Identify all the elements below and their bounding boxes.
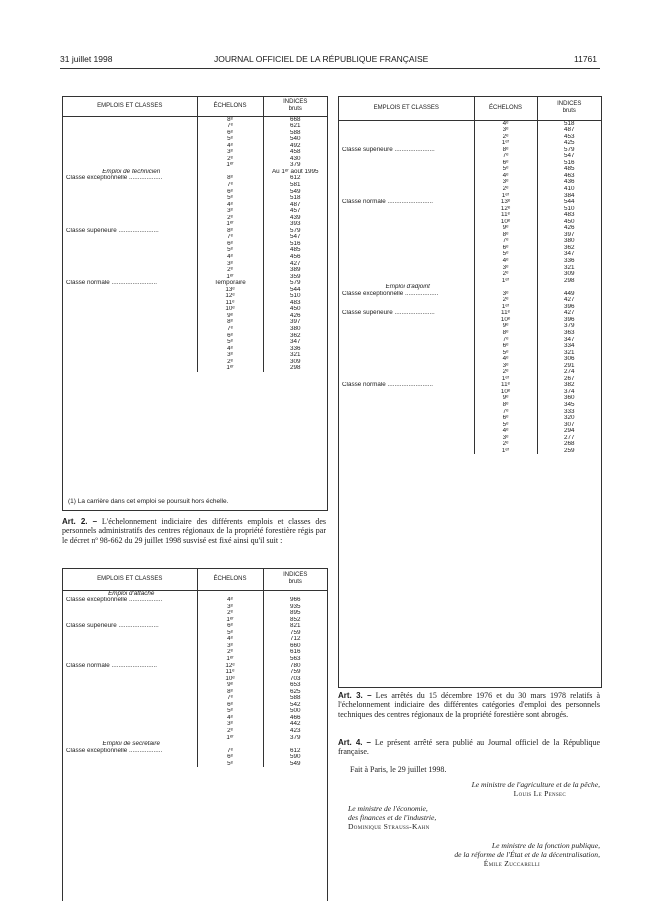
echelon-cell: 9ᵉ [474, 395, 537, 402]
indice-cell: 382 [563, 382, 575, 389]
class-label: Classe normale .......................... [63, 663, 197, 670]
echelon-cell: 7ᵉ [474, 238, 537, 245]
section-title: Emploi d'attaché [63, 591, 197, 598]
indice-cell: 379 [289, 734, 301, 741]
echelon-cell: 7ᵉ [197, 326, 263, 333]
echelon-cell: 6ᵉ [197, 189, 263, 196]
echelon-cell: 9ᵉ [197, 313, 263, 320]
article-2: Art. 2. – L'échelonnement indiciaire des différents emplois et classes des personnels administratifs des centres régionaux de la propriété forestière régis par le décret nº 98-662 du 29 juillet 1998 susvisé est fixé ainsi qu'il suit : [62, 517, 327, 545]
indice-cell: 291 [563, 362, 575, 369]
echelon-cell: 9ᵉ [197, 682, 263, 689]
echelon-cell: 6ᵉ [197, 623, 263, 630]
echelon-cell: 11ᵉ [474, 310, 537, 317]
section-title: Emploi d'adjoint [339, 284, 474, 291]
echelon-cell: 4ᵉ [197, 143, 263, 150]
indice-cell: 439 [289, 214, 301, 221]
indice-cell: 450 [289, 306, 301, 313]
echelon-cell: 7ᵉ [474, 153, 537, 160]
echelon-cell: 7ᵉ [197, 748, 263, 755]
echelon-cell: 3ᵉ [197, 352, 263, 359]
indice-cell: 393 [289, 221, 301, 228]
indice-cell: 379 [563, 323, 575, 330]
echelon-cell: 5ᵉ [474, 422, 537, 429]
class-label: Classe normale .......................... [63, 280, 197, 287]
echelon-cell: 4ᵉ [474, 120, 537, 127]
table-1 [63, 97, 327, 372]
echelon-cell: 10ᵉ [474, 389, 537, 396]
echelon-cell: 10ᵉ [474, 219, 537, 226]
indice-cell: 396 [563, 303, 575, 310]
section-title: Emploi de secrétaire [63, 741, 197, 748]
indice-cell: 579 [289, 280, 301, 287]
echelon-cell: 7ᵉ [197, 234, 263, 241]
echelon-cell: 1ᵉʳ [474, 140, 537, 147]
echelon-cell: 1ᵉʳ [474, 448, 537, 455]
indice-cell: 518 [563, 120, 575, 127]
echelon-cell: Temporaire [197, 280, 263, 287]
header-date: 31 juillet 1998 [60, 54, 113, 64]
echelon-cell: 6ᵉ [474, 343, 537, 350]
class-label: Classe normale .......................... [339, 382, 474, 389]
echelon-cell: 3ᵉ [474, 363, 537, 370]
indice-cell: 549 [289, 760, 301, 767]
class-label: Classe supérieure ....................... [63, 228, 197, 235]
indice-cell: 306 [563, 356, 575, 363]
echelon-cell: 5ᵉ [474, 251, 537, 258]
indice-cell: 458 [289, 149, 301, 156]
indice-cell: 485 [563, 166, 575, 173]
echelon-cell: 4ᵉ [474, 428, 537, 435]
indice-cell: 347 [289, 339, 301, 346]
echelon-cell: 4ᵉ [197, 636, 263, 643]
echelon-cell: 10ᵉ [197, 306, 263, 313]
echelon-cell: 7ᵉ [197, 182, 263, 189]
echelon-cell: 1ᵉʳ [474, 193, 537, 200]
indice-cell: 426 [289, 312, 301, 319]
echelon-cell: 6ᵉ [474, 245, 537, 252]
indice-cell: 852 [289, 616, 301, 623]
indice-cell: 485 [289, 247, 301, 254]
article-3: Art. 3. – Les arrêtés du 15 décembre 1976 et du 30 mars 1978 relatifs à l'échelonnement indiciaire des différentes catégories d'emploi des personnels techniques des centres régionaux de la propriété forestière sont abrogés. [338, 691, 601, 719]
indice-cell: 362 [289, 332, 301, 339]
indice-cell: 759 [289, 669, 301, 676]
indice-cell: 321 [563, 349, 575, 356]
indice-cell: 544 [289, 286, 301, 293]
indice-cell: Au 1ᵉʳ août 1995 [271, 168, 319, 175]
indice-cell: 456 [289, 253, 301, 260]
echelon-cell: 2ᵉ [474, 369, 537, 376]
echelon-cell: 1ᵉʳ [197, 656, 263, 663]
indice-cell: 581 [289, 181, 301, 188]
echelon-cell: 6ᵉ [197, 702, 263, 709]
echelon-cell: 2ᵉ [474, 441, 537, 448]
echelon-cell: 2ᵉ [197, 649, 263, 656]
indice-cell: 363 [563, 330, 575, 336]
col-emplois-header: EMPLOIS ET CLASSES [63, 97, 197, 116]
indice-cell: 362 [563, 244, 575, 251]
indice-cell: 359 [289, 273, 301, 280]
indice-cell: 483 [563, 212, 575, 219]
header-page-number: 11761 [574, 54, 598, 64]
table-row [339, 120, 601, 127]
article-4: Art. 4. – Le présent arrêté sera publié au Journal officiel de la République française. [338, 738, 600, 757]
indice-cell: 547 [563, 153, 575, 160]
indice-cell: 625 [289, 688, 301, 695]
echelon-cell: 2ᵉ [474, 186, 537, 193]
indice-cell: 397 [563, 231, 575, 238]
echelon-cell: 1ᵉʳ [474, 304, 537, 311]
indice-cell: 333 [563, 408, 575, 415]
signature-fonction-publique: Le ministre de la fonction publique, de la réforme de l'État et de la décentralisation, Émile Zuccarelli [454, 841, 600, 868]
echelon-cell: 8ᵉ [197, 319, 263, 326]
indice-cell: 563 [289, 655, 301, 662]
indice-cell: 895 [289, 610, 301, 617]
indice-cell: 426 [563, 225, 575, 232]
echelon-cell: 5ᵉ [197, 195, 263, 202]
echelon-cell: 8ᵉ [474, 402, 537, 409]
indice-cell: 549 [289, 188, 301, 195]
echelon-cell: 7ᵉ [197, 695, 263, 702]
indice-cell: 453 [563, 133, 575, 140]
indice-cell: 579 [289, 227, 301, 234]
echelon-cell: 3ᵉ [474, 291, 537, 298]
class-label [63, 116, 197, 123]
indice-cell: 374 [563, 388, 575, 395]
indice-cell: 427 [289, 260, 301, 267]
echelon-cell: 4ᵉ [197, 254, 263, 261]
indice-cell: 510 [563, 205, 575, 212]
table-1-footnote: (1) La carrière dans cet emploi se poursuit hors échelle. [68, 498, 229, 505]
indice-cell: 821 [289, 623, 301, 630]
indice-cell: 307 [563, 421, 575, 428]
section-title: Emploi de technicien [63, 169, 197, 176]
echelon-cell: 4ᵉ [197, 597, 263, 604]
col-indices-header: INDICES bruts [263, 569, 327, 590]
class-label [339, 448, 474, 455]
indice-cell: 347 [563, 336, 575, 343]
indice-cell: 590 [289, 754, 301, 761]
col-emplois-header: EMPLOIS ET CLASSES [339, 97, 474, 120]
class-label: Classe supérieure ....................... [63, 623, 197, 630]
echelon-cell: 1ᵉʳ [197, 365, 263, 372]
echelon-cell: 2ᵉ [474, 271, 537, 278]
class-label: Classe normale .......................... [339, 199, 474, 206]
indice-cell: 588 [289, 695, 301, 702]
indice-cell: 380 [289, 326, 301, 332]
indice-cell: 463 [563, 172, 575, 179]
indice-cell: 759 [289, 629, 301, 636]
indice-cell: 542 [289, 701, 301, 708]
echelon-cell: 11ᵉ [197, 300, 263, 307]
echelon-cell: 8ᵉ [197, 228, 263, 235]
table-row [339, 448, 601, 455]
echelon-cell: 3ᵉ [474, 435, 537, 442]
signature-agriculture: Le ministre de l'agriculture et de la pêche, Louis Le Pensec [471, 780, 600, 798]
echelon-cell: 8ᵉ [474, 232, 537, 239]
echelon-cell: 5ᵉ [197, 708, 263, 715]
echelon-cell: 8ᵉ [474, 147, 537, 154]
header-rule [60, 68, 600, 69]
col-echelons-header: ÉCHELONS [474, 97, 537, 120]
indice-cell: 334 [563, 343, 575, 350]
indice-cell: 436 [563, 179, 575, 186]
echelon-cell: 4ᵉ [474, 173, 537, 180]
echelon-cell: 3ᵉ [197, 261, 263, 268]
echelon-cell: 4ᵉ [197, 346, 263, 353]
echelon-cell: 2ᵉ [197, 156, 263, 163]
indice-cell: 579 [563, 146, 575, 153]
echelon-cell: 8ᵉ [197, 689, 263, 696]
echelon-cell: 2ᵉ [197, 610, 263, 617]
indice-cell: 274 [563, 369, 575, 376]
indice-cell: 442 [289, 721, 301, 728]
echelon-cell: 12ᵉ [474, 206, 537, 213]
echelon-cell: 6ᵉ [474, 160, 537, 167]
echelon-cell: 2ᵉ [474, 297, 537, 304]
indice-cell: 380 [563, 238, 575, 245]
echelon-cell: 13ᵉ [197, 287, 263, 294]
echelon-cell: 5ᵉ [197, 247, 263, 254]
echelon-cell: 11ᵉ [474, 212, 537, 219]
echelon-cell: 1ᵉʳ [197, 617, 263, 624]
echelon-cell: 3ᵉ [197, 604, 263, 611]
indice-cell: 321 [289, 352, 301, 359]
echelon-cell: 12ᵉ [197, 293, 263, 300]
indice-cell: 360 [563, 395, 575, 402]
indice-cell: 510 [289, 293, 301, 300]
col-emplois-header: EMPLOIS ET CLASSES [63, 569, 197, 590]
indice-cell: 267 [563, 375, 575, 382]
table-row [63, 365, 327, 372]
echelon-cell: 1ᵉʳ [197, 274, 263, 281]
indice-cell: 449 [563, 290, 575, 297]
echelon-cell: 12ᵉ [197, 663, 263, 670]
class-label: Classe supérieure ....................... [339, 310, 474, 317]
indice-cell: 259 [563, 447, 575, 454]
echelon-cell: 6ᵉ [197, 754, 263, 761]
indice-cell: 466 [289, 714, 301, 721]
echelon-cell: 5ᵉ [474, 166, 537, 173]
indice-cell: 966 [289, 597, 301, 604]
echelon-cell: 2ᵉ [197, 215, 263, 222]
col-indices-header: INDICES bruts [263, 97, 327, 116]
indice-cell: 389 [289, 267, 301, 274]
echelon-cell: 8ᵉ [197, 116, 263, 123]
table-3 [339, 97, 601, 454]
indice-cell: 703 [289, 675, 301, 682]
echelon-cell: 5ᵉ [197, 136, 263, 143]
indice-cell: 540 [289, 136, 301, 143]
indice-cell: 660 [289, 642, 301, 649]
echelon-cell: 2ᵉ [197, 359, 263, 366]
indice-cell: 450 [563, 218, 575, 225]
echelon-cell: 2ᵉ [197, 267, 263, 274]
indice-cell: 397 [289, 319, 301, 326]
table-row [63, 761, 327, 768]
header-title: JOURNAL OFFICIEL DE LA RÉPUBLIQUE FRANÇAISE [214, 54, 429, 64]
echelon-cell: 4ᵉ [474, 356, 537, 363]
echelon-cell: 3ᵉ [474, 179, 537, 186]
indice-cell: 500 [289, 708, 301, 715]
echelon-cell: 4ᵉ [197, 202, 263, 209]
echelon-cell: 4ᵉ [197, 715, 263, 722]
class-label [63, 761, 197, 768]
class-label: Classe exceptionnelle ................... [63, 597, 197, 604]
indice-cell: 321 [563, 264, 575, 271]
echelon-cell: 5ᵉ [197, 630, 263, 637]
indice-cell: 612 [289, 175, 301, 182]
echelon-cell: 1ᵉʳ [474, 278, 537, 285]
echelon-cell: 4ᵉ [474, 258, 537, 265]
indice-cell: 384 [563, 192, 575, 199]
echelon-cell: 7ᵉ [474, 337, 537, 344]
indice-cell: 712 [289, 636, 301, 643]
indice-cell: 668 [289, 116, 301, 123]
indice-cell: 379 [289, 162, 301, 169]
indice-cell: 336 [289, 345, 301, 352]
echelon-cell: 13ᵉ [474, 199, 537, 206]
indice-cell: 935 [289, 603, 301, 610]
echelon-cell: 10ᵉ [474, 317, 537, 324]
echelon-cell: 5ᵉ [197, 761, 263, 768]
echelon-cell: 3ᵉ [197, 643, 263, 650]
indice-cell: 612 [289, 747, 301, 754]
indice-cell: 425 [563, 140, 575, 147]
echelon-cell: 6ᵉ [197, 241, 263, 248]
indice-cell: 492 [289, 142, 301, 149]
indice-cell: 588 [289, 129, 301, 136]
echelon-cell: 1ᵉʳ [474, 376, 537, 383]
echelon-cell: 3ᵉ [197, 721, 263, 728]
indice-cell: 410 [563, 185, 575, 192]
echelon-cell: 2ᵉ [197, 728, 263, 735]
indice-cell: 547 [289, 234, 301, 241]
indice-cell: 345 [563, 402, 575, 409]
echelon-cell: 5ᵉ [474, 350, 537, 357]
table-row [63, 116, 327, 123]
indice-cell: 347 [563, 251, 575, 258]
indice-cell: 483 [289, 299, 301, 306]
indice-cell: 396 [563, 316, 575, 323]
indice-cell: 309 [563, 271, 575, 278]
echelon-cell: 3ᵉ [474, 127, 537, 134]
echelon-cell: 6ᵉ [197, 130, 263, 137]
indice-cell: 621 [289, 123, 301, 130]
col-indices-header: INDICES bruts [537, 97, 601, 120]
echelon-cell: 1ᵉʳ [197, 735, 263, 742]
indice-cell: 294 [563, 428, 575, 435]
echelon-cell: 6ᵉ [474, 415, 537, 422]
indice-cell: 427 [563, 310, 575, 317]
echelon-cell: 8ᵉ [197, 175, 263, 182]
signature-economie: Le ministre de l'économie, des finances et de l'industrie, Dominique Strauss-Kahn [348, 804, 437, 831]
indice-cell: 320 [563, 415, 575, 422]
indice-cell: 277 [563, 434, 575, 441]
echelon-cell: 7ᵉ [197, 123, 263, 130]
class-label [339, 120, 474, 127]
class-label: Classe exceptionnelle ................... [339, 291, 474, 298]
indice-cell: 516 [563, 159, 575, 166]
echelon-cell: 1ᵉʳ [197, 162, 263, 169]
echelon-cell: 9ᵉ [474, 323, 537, 330]
indice-cell: 309 [289, 358, 301, 365]
class-label: Classe exceptionnelle ................... [63, 748, 197, 755]
indice-cell: 544 [563, 199, 575, 206]
indice-cell: 427 [563, 297, 575, 304]
indice-cell: 518 [289, 195, 301, 202]
echelon-cell: 11ᵉ [474, 382, 537, 389]
echelon-cell: 11ᵉ [197, 669, 263, 676]
class-label: Classe exceptionnelle ................... [63, 175, 197, 182]
echelon-cell: 6ᵉ [197, 333, 263, 340]
echelon-cell: 3ᵉ [197, 149, 263, 156]
echelon-cell: 8ᵉ [474, 330, 537, 337]
col-echelons-header: ÉCHELONS [197, 97, 263, 116]
echelon-cell: 10ᵉ [197, 676, 263, 683]
indice-cell: 336 [563, 257, 575, 264]
page-header [0, 54, 665, 66]
indice-cell: 780 [289, 662, 301, 669]
echelon-cell: 1ᵉʳ [197, 221, 263, 228]
done-at: Fait à Paris, le 29 juillet 1998. [350, 765, 447, 774]
echelon-cell: 9ᵉ [474, 225, 537, 232]
class-label: Classe supérieure ....................... [339, 147, 474, 154]
indice-cell: 430 [289, 155, 301, 162]
class-label [63, 365, 197, 372]
echelon-cell: 2ᵉ [474, 134, 537, 141]
indice-cell: 298 [563, 277, 575, 284]
indice-cell: 457 [289, 208, 301, 215]
indice-cell: 268 [563, 441, 575, 448]
indice-cell: 653 [289, 682, 301, 689]
col-echelons-header: ÉCHELONS [197, 569, 263, 590]
echelon-cell: 3ᵉ [474, 265, 537, 272]
indice-cell: 516 [289, 240, 301, 247]
echelon-cell: 5ᵉ [197, 339, 263, 346]
indice-cell: 298 [289, 365, 301, 372]
table-2 [63, 569, 327, 767]
indice-cell: 616 [289, 649, 301, 656]
indice-cell: 423 [289, 727, 301, 734]
indice-cell: 487 [563, 127, 575, 134]
indice-cell: 487 [289, 201, 301, 208]
echelon-cell: 7ᵉ [474, 409, 537, 416]
echelon-cell: 3ᵉ [197, 208, 263, 215]
